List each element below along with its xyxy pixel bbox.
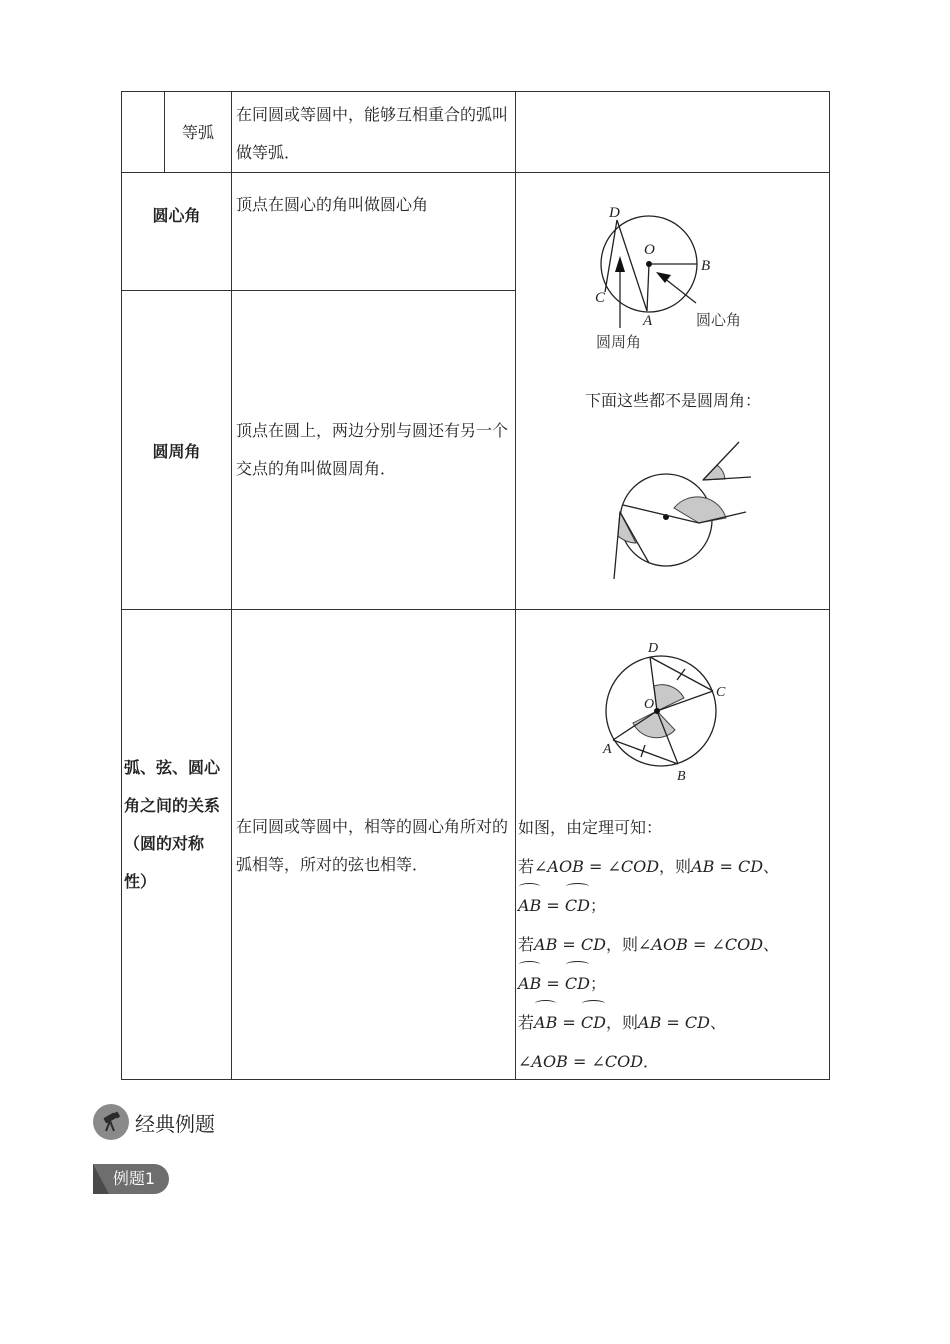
section-title: 经典例题 xyxy=(135,1111,215,1136)
inscribed-arrow-head xyxy=(615,256,625,272)
definition-table xyxy=(121,91,830,1080)
figure-cell xyxy=(516,173,829,608)
word-if: 若 xyxy=(518,935,535,954)
equals-sign: = xyxy=(546,974,560,993)
period-mark: ． xyxy=(643,1052,660,1071)
term-equal-arc: 等弧 xyxy=(181,123,214,142)
angle-cod: ∠COD xyxy=(711,935,764,954)
central-inscribed-angle-diagram xyxy=(516,198,830,373)
equals-sign: = xyxy=(562,935,576,954)
example-tag-corner xyxy=(93,1164,109,1194)
explanation-line-4 xyxy=(518,964,828,1003)
term-line-1: 弧、弦、圆心 xyxy=(124,758,221,777)
explanation-line-3 xyxy=(518,925,828,964)
row-equal-arc xyxy=(122,92,830,173)
chord-dc xyxy=(605,220,617,292)
chord-ab: AB xyxy=(638,1013,662,1032)
comma-mark: 、 xyxy=(710,1013,727,1032)
word-then: ，则 xyxy=(659,857,692,876)
term-central-angle: 圆心角 xyxy=(152,206,201,225)
semicolon: ； xyxy=(589,974,606,993)
row-arc-chord-relation xyxy=(122,610,830,1080)
ray-left-1 xyxy=(614,512,620,579)
explanation-line-6 xyxy=(518,1042,828,1081)
angle-cod: ∠COD xyxy=(591,1052,644,1071)
label-b: B xyxy=(677,769,686,784)
center-point xyxy=(646,261,652,267)
comma-mark: 、 xyxy=(763,857,780,876)
term-inscribed-angle: 圆周角 xyxy=(152,442,201,461)
word-if: 若 xyxy=(518,857,535,876)
chord-ab: AB xyxy=(534,935,558,954)
angle-shade-aob xyxy=(633,711,675,738)
angle-aob: ∠AOB xyxy=(534,857,584,876)
not-inscribed-note: 下面这些都不是圆周角： xyxy=(584,391,761,410)
term-line-3: （圆的对称 xyxy=(124,834,205,853)
label-central-angle: 圆心角 xyxy=(696,311,742,329)
label-a: A xyxy=(643,313,653,329)
label-d: D xyxy=(648,641,659,656)
arc-ab: AB xyxy=(534,1003,557,1042)
explanation-intro: 如图，由定理可知： xyxy=(518,818,663,837)
comma-mark: 、 xyxy=(763,935,780,954)
tick-dc xyxy=(677,669,685,680)
label-o: O xyxy=(644,697,655,712)
center-point xyxy=(654,708,660,714)
angle-aob: ∠AOB xyxy=(638,935,688,954)
row-central-angle xyxy=(122,173,830,291)
central-arrow-shaft xyxy=(664,278,696,303)
equals-sign: = xyxy=(666,1013,680,1032)
word-then: ，则 xyxy=(606,1013,639,1032)
term-line-2: 角之间的关系 xyxy=(124,796,221,815)
angle-cod: ∠COD xyxy=(607,857,660,876)
equals-sign: = xyxy=(692,935,707,954)
explanation-line-1 xyxy=(518,847,828,886)
angle-aob: ∠AOB xyxy=(518,1052,568,1071)
word-then: ，则 xyxy=(606,935,639,954)
definition-equal-arc: 在同圆或等圆中，能够互相重合的弧叫做等弧． xyxy=(236,105,509,162)
chord-cd: CD xyxy=(737,857,764,876)
definition-relation: 在同圆或等圆中，相等的圆心角所对的弧相等，所对的弦也相等． xyxy=(236,817,509,874)
label-d: D xyxy=(609,205,620,221)
label-o: O xyxy=(644,242,655,258)
radius-oa xyxy=(647,264,649,311)
arc-cd: CD xyxy=(565,886,590,925)
example-tag: 例题1 xyxy=(93,1164,169,1194)
chord-ab: AB xyxy=(691,857,715,876)
relation-explanation xyxy=(518,808,828,1081)
explanation-line-5 xyxy=(518,1003,828,1042)
equals-sign: = xyxy=(546,896,560,915)
label-b: B xyxy=(701,258,711,274)
term-line-4: 性） xyxy=(124,872,157,891)
definition-inscribed-angle: 顶点在圆上，两边分别与圆还有另一个交点的角叫做圆周角． xyxy=(236,421,509,478)
circle xyxy=(606,656,716,766)
explanation-line-2 xyxy=(518,886,828,925)
arc-cd: CD xyxy=(565,964,590,1003)
arc-chord-diagram xyxy=(516,636,830,806)
angle-shade-top xyxy=(703,465,725,480)
telescope-icon xyxy=(93,1104,129,1140)
equals-sign: = xyxy=(588,857,603,876)
equals-sign: = xyxy=(572,1052,587,1071)
semicolon: ； xyxy=(589,896,606,915)
relation-figure-cell xyxy=(516,610,829,1079)
label-c: C xyxy=(716,685,726,700)
chord-cd: CD xyxy=(684,1013,710,1032)
arc-ab: AB xyxy=(518,964,541,1003)
equals-sign: = xyxy=(562,1013,576,1032)
chord-ab xyxy=(613,740,678,764)
term-relation xyxy=(122,610,231,901)
arc-ab: AB xyxy=(518,886,541,925)
angle-shade-left xyxy=(618,512,636,543)
section-header xyxy=(93,1104,215,1140)
label-c: C xyxy=(595,290,606,306)
label-a: A xyxy=(603,742,612,757)
non-inscribed-angles-diagram xyxy=(516,433,830,593)
chord-cd: CD xyxy=(580,935,606,954)
label-inscribed-angle: 圆周角 xyxy=(596,333,642,351)
word-if: 若 xyxy=(518,1013,535,1032)
equals-sign: = xyxy=(719,857,733,876)
arc-cd: CD xyxy=(581,1003,606,1042)
definition-central-angle: 顶点在圆心的角叫做圆心角 xyxy=(236,195,429,214)
